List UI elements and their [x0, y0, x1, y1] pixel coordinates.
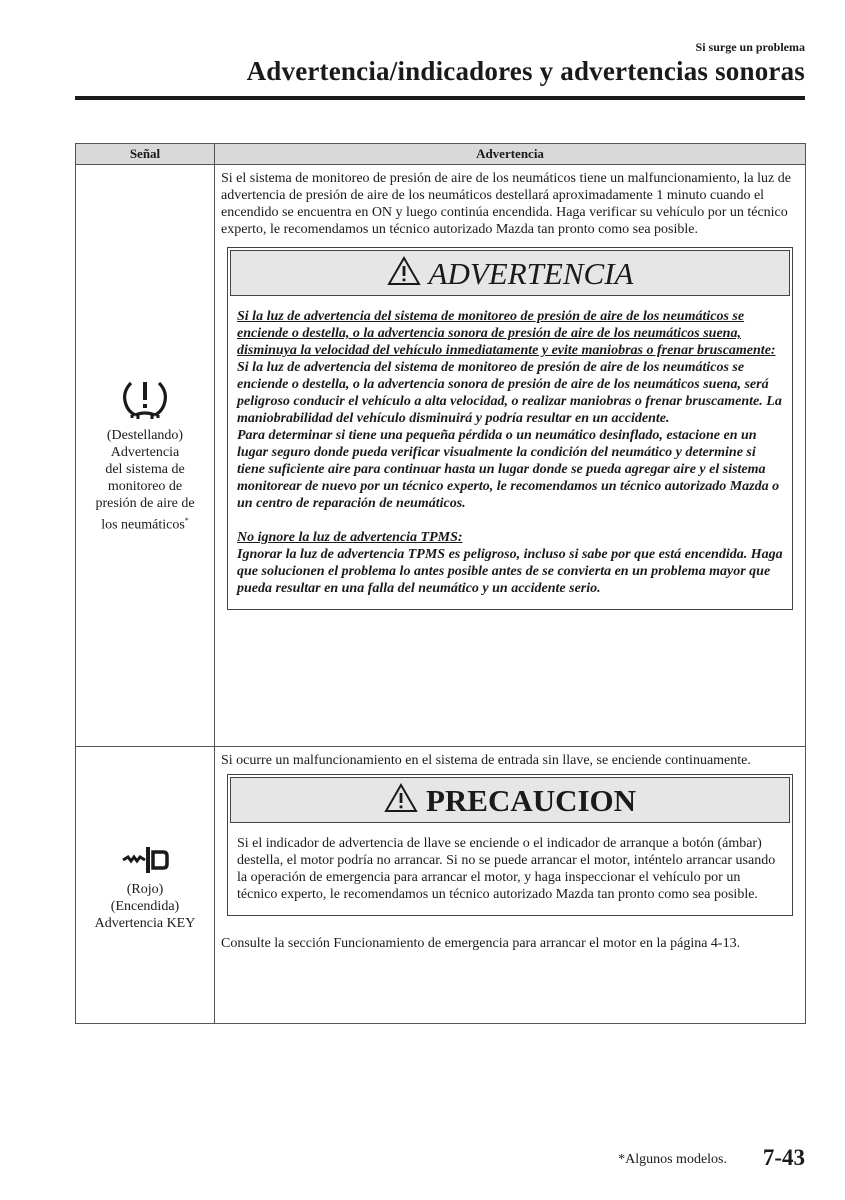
header-section: Si surge un problema	[695, 40, 805, 54]
advertencia-box-body	[228, 298, 792, 609]
signal-line: monitoreo de	[107, 479, 183, 495]
warning-paragraph-title: Si la luz de advertencia del sistema de monitoreo de presión de aire de los neumáticos se enciende o destella, o la advertencia sonora de presión de aire de los neumáticos suena, disminuya la velocidad del vehículo inmediatamente y evite maniobras o frenar bruscamente:	[237, 309, 776, 358]
col-warning-header: Advertencia	[215, 144, 806, 165]
warning-cell	[215, 747, 806, 1024]
warning-cell	[215, 165, 806, 747]
page-number: 7-43	[762, 1145, 805, 1170]
precaucion-title: PRECAUCION	[425, 782, 637, 818]
advertencia-box	[227, 247, 793, 610]
col-signal-header: Señal	[76, 144, 215, 165]
precaucion-box-body: Si el indicador de advertencia de llave se enciende o el indicador de arranque a botón (ámbar) destella, el motor podría no arrancar. Si no se puede arrancar el motor, inténtelo arrancar usando la operación de emergencia para arrancar el motor, y haga inspeccionar el vehículo por un técnico experto, le recomendamos un técnico autorizado Mazda tan pronto como sea posible.	[237, 836, 776, 902]
table-row	[76, 747, 806, 1024]
warning-triangle-icon	[387, 256, 421, 291]
signal-line: (Rojo)	[126, 881, 164, 897]
precaucion-box-header	[230, 777, 790, 823]
signal-line: presión de aire de	[95, 496, 195, 512]
advertencia-box-header	[230, 250, 790, 296]
warning-triangle-icon	[384, 783, 418, 818]
precaucion-box	[227, 774, 793, 916]
signal-cell	[76, 165, 215, 747]
tpms-warning-icon	[119, 377, 171, 421]
warning-paragraph: Para determinar si tiene una pequeña pérdida o un neumático desinflado, estacione en un lugar seguro donde pueda verificar visualmente la condición del neumático y determine si tiene suficiente aire para continuar hasta un lugar donde se pueda agregar aire y el sistema monitorear de nuevo por un técnico experto, le recomendamos un técnico autorizado Mazda o un centro de reparación de neumáticos.	[237, 428, 780, 511]
table-header-row	[76, 144, 806, 165]
signal-line-last	[76, 512, 214, 534]
signal-cell	[76, 747, 215, 1024]
footnote: *Algunos modelos.	[618, 1152, 727, 1167]
warning-table	[75, 143, 806, 1024]
warning-intro: Si ocurre un malfuncionamiento en el sistema de entrada sin llave, se enciende continuamente.	[221, 753, 751, 768]
advertencia-title: ADVERTENCIA	[428, 255, 634, 291]
signal-line: (Encendida)	[110, 898, 180, 914]
paragraph-gap	[237, 512, 783, 529]
footnote-mark: *	[184, 516, 189, 526]
warning-outro: Consulte la sección Funcionamiento de emergencia para arrancar el motor en la página 4-13.	[221, 936, 741, 951]
warning-paragraph: Ignorar la luz de advertencia TPMS es peligroso, incluso si sabe por que está encendida. Haga que solucionen el problema lo antes posible antes de se convierta en un problema mayor que pueda resultar en una falla del neumático y un accidente serio.	[237, 547, 783, 596]
signal-line: del sistema de	[105, 462, 185, 478]
header-rule	[75, 96, 805, 100]
warning-paragraph-title: No ignore la luz de advertencia TPMS:	[237, 530, 463, 545]
signal-line: Advertencia	[110, 445, 180, 461]
key-warning-icon	[119, 845, 171, 875]
signal-line: Advertencia KEY	[94, 915, 196, 931]
warning-paragraph: Si la luz de advertencia del sistema de monitoreo de presión de aire de los neumáticos se enciende o destella, o la advertencia sonora de presión de aire de los neumáticos suena, será peligroso conducir el vehículo a alta velocidad, o realizar maniobras o frenar bruscamente. La maniobrabilidad del vehículo disminuirá y podría resultar en un accidente.	[237, 360, 782, 426]
table-row	[76, 165, 806, 747]
signal-line-text: los neumáticos	[101, 517, 185, 533]
warning-intro: Si el sistema de monitoreo de presión de aire de los neumáticos tiene un malfuncionamiento, la luz de advertencia de presión de aire de los neumáticos destellará aproximadamente 1 minuto cuando el encendido se encuentra en ON y luego continúa encendida. Haga verificar su vehículo por un técnico experto, le recomendamos un técnico autorizado Mazda tan pronto como sea posible.	[221, 171, 791, 237]
signal-line: (Destellando)	[106, 428, 184, 444]
page-title: Advertencia/indicadores y advertencias sonoras	[246, 56, 805, 86]
